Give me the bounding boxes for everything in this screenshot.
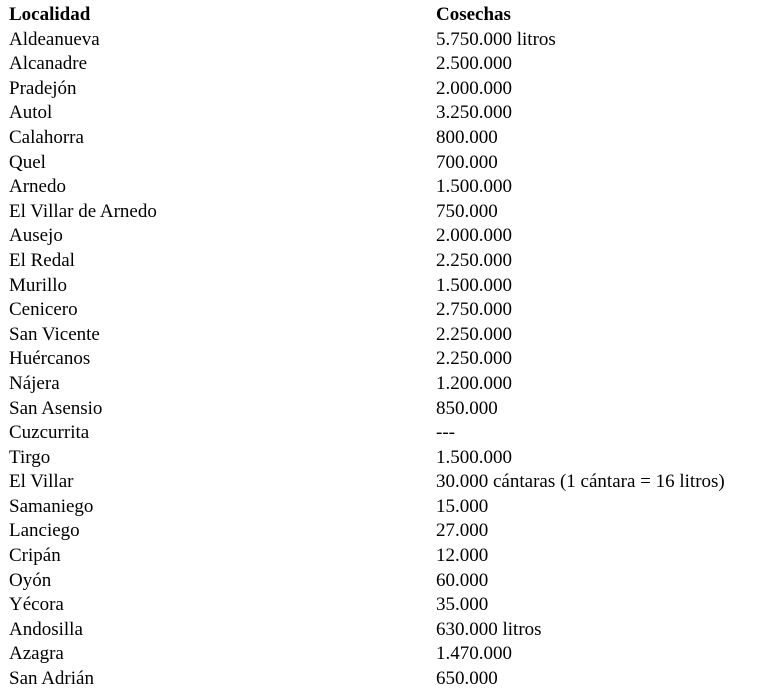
table-row (9, 495, 768, 520)
cell-localidad: Nájera (9, 372, 60, 394)
table-row (9, 175, 768, 200)
cell-localidad: Calahorra (9, 126, 84, 148)
cell-cosechas: 3.250.000 (436, 102, 512, 124)
cell-cosechas: 630.000 litros (436, 618, 542, 640)
table-row (9, 421, 768, 446)
table-row (9, 274, 768, 299)
table-row (9, 77, 768, 102)
cell-localidad: Huércanos (9, 348, 91, 370)
cell-cosechas: 27.000 (436, 520, 489, 542)
table-row (9, 151, 768, 176)
cell-cosechas: 2.750.000 (436, 299, 512, 321)
cell-localidad: Quel (9, 151, 46, 173)
table-row (9, 28, 768, 53)
cell-localidad: Yécora (9, 594, 64, 616)
cell-cosechas: --- (436, 422, 455, 444)
table-row (9, 52, 768, 77)
header-cosechas: Cosechas (436, 4, 511, 25)
cell-cosechas: 750.000 (436, 200, 498, 222)
cell-cosechas: 800.000 (436, 126, 498, 148)
table-row (9, 249, 768, 274)
cell-localidad: San Vicente (9, 323, 100, 345)
cell-cosechas: 2.000.000 (436, 225, 512, 247)
cell-localidad: San Asensio (9, 397, 103, 419)
table-row (9, 593, 768, 618)
cell-localidad: El Villar de Arnedo (9, 200, 157, 222)
cell-cosechas: 1.500.000 (436, 446, 512, 468)
table-row (9, 224, 768, 249)
cell-localidad: Arnedo (9, 176, 66, 198)
cell-localidad: Lanciego (9, 520, 80, 542)
table-row (9, 372, 768, 397)
cell-cosechas: 2.250.000 (436, 323, 512, 345)
cell-cosechas: 35.000 (436, 594, 489, 616)
table-row (9, 126, 768, 151)
header-localidad: Localidad (9, 4, 91, 25)
table-row (9, 298, 768, 323)
cell-cosechas: 700.000 (436, 151, 498, 173)
cell-localidad: Cuzcurrita (9, 422, 90, 444)
cell-cosechas: 15.000 (436, 495, 489, 517)
table-row (9, 470, 768, 495)
cell-cosechas: 2.250.000 (436, 249, 512, 271)
cell-localidad: Pradejón (9, 77, 77, 99)
cosechas-table (9, 3, 768, 692)
cell-cosechas: 1.500.000 (436, 176, 512, 198)
cell-localidad: Murillo (9, 274, 68, 296)
table-row (9, 519, 768, 544)
cell-cosechas: 850.000 (436, 397, 498, 419)
cell-cosechas: 1.500.000 (436, 274, 512, 296)
cell-cosechas: 650.000 (436, 668, 498, 690)
cell-localidad: Alcanadre (9, 53, 88, 75)
cell-cosechas: 30.000 cántaras (1 cántara = 16 litros) (436, 471, 725, 493)
cell-localidad: San Adrián (9, 668, 94, 690)
cell-cosechas: 12.000 (436, 545, 489, 567)
cell-localidad: Aldeanueva (9, 28, 100, 50)
table-row (9, 618, 768, 643)
cell-localidad: Tirgo (9, 446, 51, 468)
table-row (9, 200, 768, 225)
cell-cosechas: 2.000.000 (436, 77, 512, 99)
table-row (9, 101, 768, 126)
table-header-row (9, 3, 768, 28)
cell-localidad: El Villar (9, 471, 74, 493)
table-row (9, 323, 768, 348)
cell-cosechas: 1.200.000 (436, 372, 512, 394)
table-row (9, 397, 768, 422)
cell-localidad: Andosilla (9, 618, 83, 640)
table-row (9, 569, 768, 594)
cell-localidad: Cripán (9, 545, 61, 567)
cell-localidad: Cenicero (9, 299, 78, 321)
cell-cosechas: 2.250.000 (436, 348, 512, 370)
cell-cosechas: 60.000 (436, 569, 489, 591)
cell-cosechas: 5.750.000 litros (436, 28, 556, 50)
cell-localidad: El Redal (9, 249, 75, 271)
table-body (9, 28, 768, 692)
table-row (9, 446, 768, 471)
table-row (9, 544, 768, 569)
cell-localidad: Oyón (9, 569, 52, 591)
cell-localidad: Samaniego (9, 495, 94, 517)
table-row (9, 347, 768, 372)
cell-localidad: Ausejo (9, 225, 63, 247)
cell-cosechas: 1.470.000 (436, 643, 512, 665)
cell-localidad: Azagra (9, 643, 64, 665)
cell-cosechas: 2.500.000 (436, 53, 512, 75)
cell-localidad: Autol (9, 102, 53, 124)
table-row (9, 642, 768, 667)
table-row (9, 667, 768, 692)
